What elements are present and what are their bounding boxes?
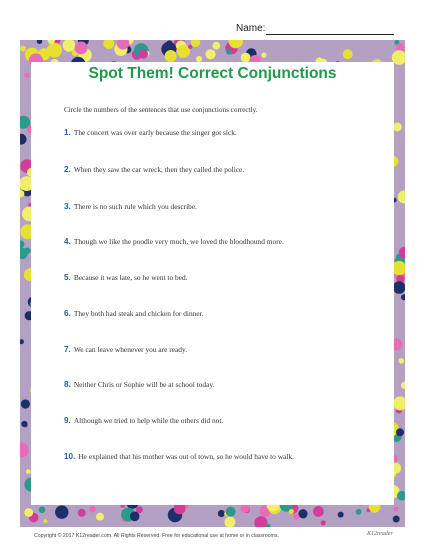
question-text: They both had steak and chicken for dinner. [73, 309, 204, 318]
border-dot [399, 358, 405, 364]
border-dot [78, 509, 86, 517]
question-text: We can leave whenever you are ready. [73, 345, 188, 354]
border-dot [96, 513, 104, 521]
border-dot [75, 42, 88, 55]
border-dot [393, 396, 405, 410]
border-dot [139, 49, 148, 58]
border-dot [401, 294, 405, 300]
question-item[interactable] [64, 452, 294, 461]
instructions-text: Circle the numbers of the sentences that use conjunctions correctly. [64, 106, 258, 114]
question-item[interactable] [64, 345, 187, 354]
border-dot [63, 40, 76, 52]
name-blank-line[interactable] [266, 34, 394, 35]
border-dot [241, 504, 250, 513]
question-item[interactable] [64, 128, 237, 137]
question-number[interactable]: 4. [64, 237, 71, 246]
border-dot [289, 509, 294, 514]
question-number[interactable]: 2. [64, 165, 71, 174]
border-dot [103, 40, 114, 49]
border-dot [89, 506, 96, 513]
question-text: Although we tried to help while the others did not. [73, 416, 224, 425]
border-dot [218, 510, 225, 517]
question-item[interactable] [64, 380, 214, 389]
question-number[interactable]: 1. [64, 128, 71, 137]
border-dot [226, 49, 232, 55]
border-dot [343, 49, 353, 59]
border-dot [205, 49, 215, 59]
border-dot [55, 505, 68, 518]
border-dot [165, 50, 177, 62]
border-dot [254, 516, 267, 527]
question-text: He explained that his mother was out of town, so he would have to walk. [78, 452, 294, 461]
border-dot [21, 421, 27, 427]
question-text: Because it was late, so he went to bed. [73, 273, 188, 282]
question-number[interactable]: 6. [64, 309, 71, 318]
question-number[interactable]: 5. [64, 273, 71, 282]
border-dot [394, 507, 398, 511]
worksheet-title: Spot Them! Correct Conjunctions [88, 65, 337, 82]
border-dot [356, 509, 362, 515]
border-dot [393, 516, 400, 523]
question-number[interactable]: 9. [64, 416, 71, 425]
question-item[interactable] [64, 273, 188, 282]
border-dot [212, 42, 220, 50]
question-number[interactable]: 8. [64, 380, 71, 389]
border-dot [261, 53, 266, 58]
border-dot [241, 53, 251, 63]
border-dot [43, 519, 47, 523]
border-dot [393, 123, 402, 132]
border-dot [338, 512, 344, 518]
question-item[interactable] [64, 202, 197, 211]
border-dot [20, 339, 24, 344]
question-text: Though we like the poodle very much, we loved the bloodhound more. [73, 237, 284, 246]
question-item[interactable] [64, 165, 244, 174]
name-label: Name: [236, 23, 266, 34]
border-dot [393, 281, 405, 294]
question-item[interactable] [64, 416, 223, 425]
question-number[interactable]: 10. [64, 452, 76, 461]
border-dot [20, 241, 25, 248]
border-dot [21, 399, 30, 408]
border-dot [39, 507, 46, 514]
border-dot [226, 507, 236, 517]
border-dot [20, 442, 29, 457]
k12reader-logo: K12reader [367, 531, 393, 537]
border-dot [37, 40, 42, 44]
border-dot [293, 514, 299, 520]
question-number[interactable]: 3. [64, 202, 71, 211]
question-text: There is no such rule which you describe. [73, 202, 197, 211]
question-text: The concert was over early because the singer got sick. [73, 128, 237, 137]
border-dot [224, 517, 235, 527]
question-text: Neither Chris or Sophie will be at school today. [73, 380, 215, 389]
border-dot [26, 469, 31, 474]
border-dot [20, 134, 27, 145]
border-dot [398, 191, 405, 204]
border-dot [20, 46, 26, 52]
question-item[interactable] [64, 309, 204, 318]
border-dot [321, 520, 326, 525]
copyright-footer: Copyright © 2017 K12reader.com. All Rights Reserved. Free for educational use at home or in classrooms. [34, 533, 279, 539]
border-dot [401, 382, 405, 390]
question-text: When they saw the car wreck, then they called the police. [73, 165, 245, 174]
question-number[interactable]: 7. [64, 345, 71, 354]
border-dot [313, 506, 324, 517]
question-item[interactable] [64, 237, 284, 246]
border-dot [396, 428, 404, 436]
border-dot [298, 509, 307, 518]
border-dot [130, 512, 140, 522]
border-dot [24, 508, 33, 517]
